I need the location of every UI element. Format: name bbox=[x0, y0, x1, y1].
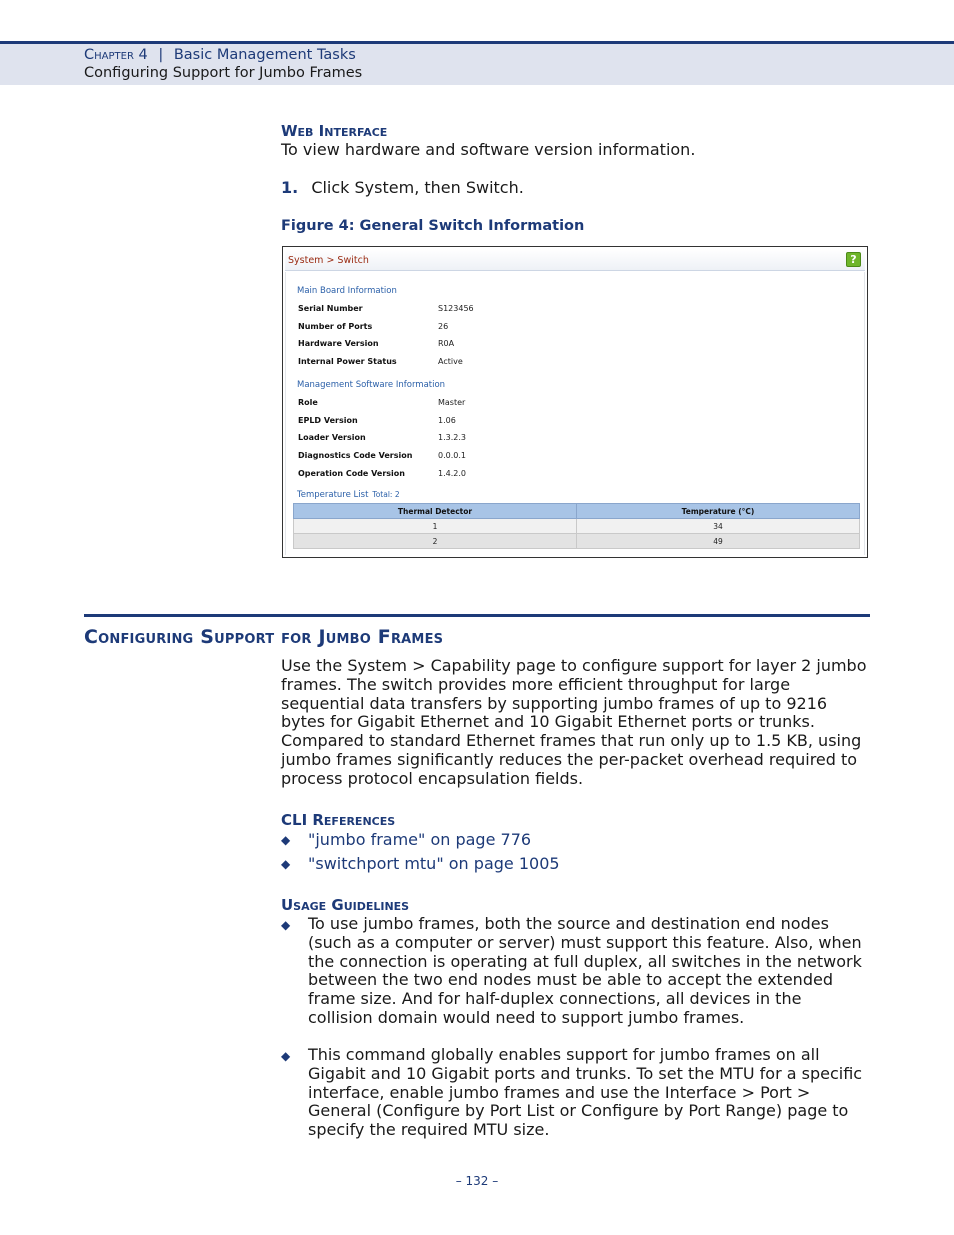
table-row bbox=[294, 534, 860, 549]
chapter-title: Basic Management Tasks bbox=[173, 47, 356, 63]
help-icon[interactable]: ? bbox=[846, 252, 861, 267]
page-number: – 132 – bbox=[455, 1174, 499, 1188]
figure-caption: Figure 4: General Switch Information bbox=[281, 218, 585, 234]
field-value: 1.06 bbox=[438, 416, 456, 425]
switch-info-screenshot bbox=[282, 246, 868, 558]
header-section: Configuring Support for Jumbo Frames bbox=[84, 65, 363, 81]
web-interface-heading: Web Interface bbox=[281, 122, 388, 140]
field-value: 1.4.2.0 bbox=[438, 469, 466, 478]
cli-ref-link[interactable]: "jumbo frame" on page 776 bbox=[308, 830, 532, 849]
field-label: Serial Number bbox=[298, 304, 363, 313]
field-value: Master bbox=[438, 398, 466, 407]
field-label: EPLD Version bbox=[298, 416, 358, 425]
field-value: R0A bbox=[438, 339, 455, 348]
step-text: Click System, then Switch. bbox=[311, 178, 524, 197]
field-value: 0.0.0.1 bbox=[438, 451, 466, 460]
table-cell: 2 bbox=[294, 534, 577, 549]
header-separator: | bbox=[158, 47, 164, 63]
header-chapter-line bbox=[84, 47, 356, 63]
field-label: Diagnostics Code Version bbox=[298, 451, 413, 460]
running-header bbox=[0, 41, 954, 85]
cli-ref-link[interactable]: "switchport mtu" on page 1005 bbox=[308, 854, 560, 873]
usage-guidelines-heading: Usage Guidelines bbox=[281, 896, 410, 914]
main-board-title: Main Board Information bbox=[297, 286, 397, 296]
chapter-label: Chapter 4 bbox=[84, 47, 148, 63]
field-label: Hardware Version bbox=[298, 339, 379, 348]
field-value: Active bbox=[438, 357, 463, 366]
software-title: Management Software Information bbox=[297, 380, 446, 390]
cli-references-heading: CLI References bbox=[281, 811, 396, 829]
table-cell: 1 bbox=[294, 519, 577, 534]
field-label: Operation Code Version bbox=[298, 469, 405, 478]
temperature-total: Total: 2 bbox=[372, 490, 400, 499]
diamond-bullet-icon: ◆ bbox=[281, 857, 291, 871]
field-label: Loader Version bbox=[298, 433, 366, 442]
diamond-bullet-icon: ◆ bbox=[281, 1049, 291, 1063]
step-number: 1. bbox=[281, 178, 299, 197]
step-1 bbox=[281, 179, 524, 198]
temperature-title bbox=[297, 490, 400, 500]
temperature-list-label: Temperature List bbox=[297, 490, 369, 500]
field-value: 26 bbox=[438, 322, 449, 331]
figure-title-bar bbox=[285, 249, 865, 271]
column-header-thermal-detector: Thermal Detector bbox=[294, 504, 577, 519]
table-cell: 34 bbox=[577, 519, 860, 534]
figure-breadcrumb: System > Switch bbox=[288, 255, 369, 266]
usage-guideline: This command globally enables support for jumbo frames on all Gigabit and 10 Gigabit ports and trunks. To set the MTU for a specific interface, enable jumbo frames and use the Interface > Port > General (Configure by Port List or Configure by Port Range) page to specify the required MTU size. bbox=[308, 1045, 863, 1140]
usage-guideline: To use jumbo frames, both the source and destination end nodes (such as a computer or server) must support this feature. Also, when the connection is operating at full duplex, all switches in the network between the two end nodes must be able to accept the extended frame size. And for half-duplex connections, all devices in the collision domain would need to support jumbo frames. bbox=[308, 914, 862, 1027]
web-interface-intro: To view hardware and software version information. bbox=[281, 140, 696, 159]
diamond-bullet-icon: ◆ bbox=[281, 833, 291, 847]
field-value: S123456 bbox=[438, 304, 474, 313]
section-rule bbox=[84, 614, 870, 617]
field-label: Role bbox=[298, 398, 318, 407]
section-title: Configuring Support for Jumbo Frames bbox=[84, 626, 444, 648]
section-paragraph: Use the System > Capability page to configure support for layer 2 jumbo frames. The switch provides more efficient throughput for large sequential data transfers by supporting jumbo frames of up to 9216 bytes for Gigabit Ethernet and 10 Gigabit Ethernet ports or trunks. Compared to standard Ethernet frames that run only up to 1.5 KB, using jumbo frames significantly reduces the per-packet overhead required to process protocol encapsulation fields. bbox=[281, 656, 867, 788]
table-cell: 49 bbox=[577, 534, 860, 549]
field-label: Number of Ports bbox=[298, 322, 373, 331]
field-label: Internal Power Status bbox=[298, 357, 397, 366]
column-header-temperature: Temperature (°C) bbox=[577, 504, 860, 519]
field-value: 1.3.2.3 bbox=[438, 433, 466, 442]
temperature-table bbox=[293, 503, 860, 549]
diamond-bullet-icon: ◆ bbox=[281, 918, 291, 932]
table-row bbox=[294, 519, 860, 534]
